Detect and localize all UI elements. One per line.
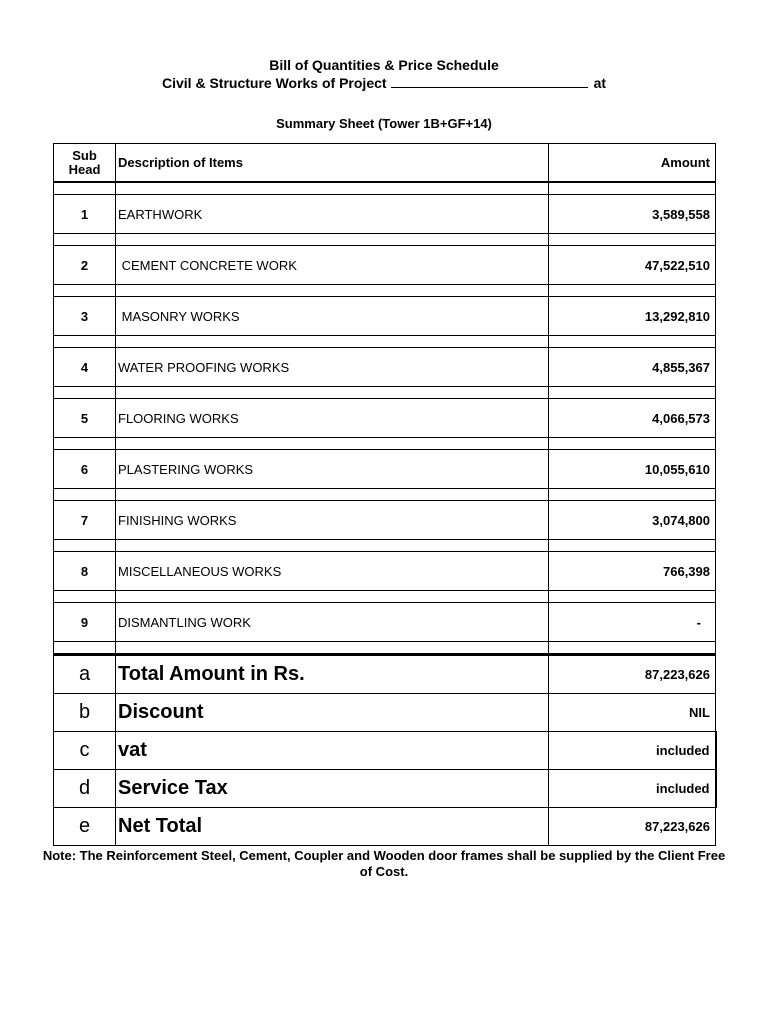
item-amount: 4,066,573 xyxy=(549,399,716,438)
summary-value: included xyxy=(549,732,716,770)
col-header-amount: Amount xyxy=(549,144,716,183)
item-number: 2 xyxy=(54,246,116,285)
table-row xyxy=(54,552,716,591)
table-row xyxy=(54,246,716,285)
spacer-row xyxy=(54,489,716,501)
summary-value: NIL xyxy=(549,694,716,732)
table-row xyxy=(54,399,716,438)
spacer-row xyxy=(54,642,716,655)
item-number: 1 xyxy=(54,195,116,234)
item-number: 7 xyxy=(54,501,116,540)
summary-label: vat xyxy=(116,732,549,770)
table-header-row xyxy=(54,144,716,183)
item-amount: 3,074,800 xyxy=(549,501,716,540)
col-header-description: Description of Items xyxy=(116,144,549,183)
item-number: 6 xyxy=(54,450,116,489)
boq-summary-table xyxy=(53,143,717,846)
item-description: MISCELLANEOUS WORKS xyxy=(116,552,549,591)
document-title: Bill of Quantities & Price Schedule xyxy=(269,57,499,73)
spacer-row xyxy=(54,591,716,603)
item-amount: 4,855,367 xyxy=(549,348,716,387)
summary-row-total xyxy=(54,655,716,694)
item-number: 5 xyxy=(54,399,116,438)
spacer-row xyxy=(54,336,716,348)
table-row xyxy=(54,348,716,387)
spacer-row xyxy=(54,438,716,450)
spacer-row xyxy=(54,285,716,297)
table-row xyxy=(54,603,716,642)
item-description: EARTHWORK xyxy=(116,195,549,234)
item-number: 8 xyxy=(54,552,116,591)
footnote: Note: The Reinforcement Steel, Cement, Coupler and Wooden door frames shall be supplied by the Client Free of Cost. xyxy=(42,848,726,879)
table-row xyxy=(54,195,716,234)
subtitle-suffix: at xyxy=(593,75,607,91)
summary-code: c xyxy=(54,732,116,770)
summary-code: b xyxy=(54,694,116,732)
col-header-sub-head: Sub Head xyxy=(54,144,116,183)
summary-row-net-total xyxy=(54,808,716,846)
item-amount: 47,522,510 xyxy=(549,246,716,285)
item-number: 3 xyxy=(54,297,116,336)
project-name-blank xyxy=(391,74,588,88)
summary-label: Net Total xyxy=(116,808,549,846)
table-row xyxy=(54,501,716,540)
item-amount: 10,055,610 xyxy=(549,450,716,489)
summary-code: e xyxy=(54,808,116,846)
summary-value: 87,223,626 xyxy=(549,655,716,694)
item-description: MASONRY WORKS xyxy=(116,297,549,336)
summary-code: a xyxy=(54,655,116,694)
spacer-row xyxy=(54,182,716,195)
summary-value: 87,223,626 xyxy=(549,808,716,846)
item-amount: - xyxy=(549,603,716,642)
table-row xyxy=(54,450,716,489)
item-amount: 766,398 xyxy=(549,552,716,591)
summary-value: included xyxy=(549,770,716,808)
item-description: PLASTERING WORKS xyxy=(116,450,549,489)
spacer-row xyxy=(54,234,716,246)
item-description: DISMANTLING WORK xyxy=(116,603,549,642)
item-description: FLOORING WORKS xyxy=(116,399,549,438)
sheet-title: Summary Sheet (Tower 1B+GF+14) xyxy=(276,116,492,131)
item-number: 4 xyxy=(54,348,116,387)
document-subtitle xyxy=(0,74,768,91)
spacer-row xyxy=(54,540,716,552)
subtitle-prefix: Civil & Structure Works of Project xyxy=(161,75,387,91)
item-number: 9 xyxy=(54,603,116,642)
item-description: CEMENT CONCRETE WORK xyxy=(116,246,549,285)
summary-label: Service Tax xyxy=(116,770,549,808)
item-amount: 3,589,558 xyxy=(549,195,716,234)
item-description: WATER PROOFING WORKS xyxy=(116,348,549,387)
item-description: FINISHING WORKS xyxy=(116,501,549,540)
item-amount: 13,292,810 xyxy=(549,297,716,336)
summary-label: Total Amount in Rs. xyxy=(116,655,549,694)
summary-label: Discount xyxy=(116,694,549,732)
spacer-row xyxy=(54,387,716,399)
table-row xyxy=(54,297,716,336)
summary-row-service-tax xyxy=(54,770,716,808)
summary-row-vat xyxy=(54,732,716,770)
summary-code: d xyxy=(54,770,116,808)
summary-row-discount xyxy=(54,694,716,732)
